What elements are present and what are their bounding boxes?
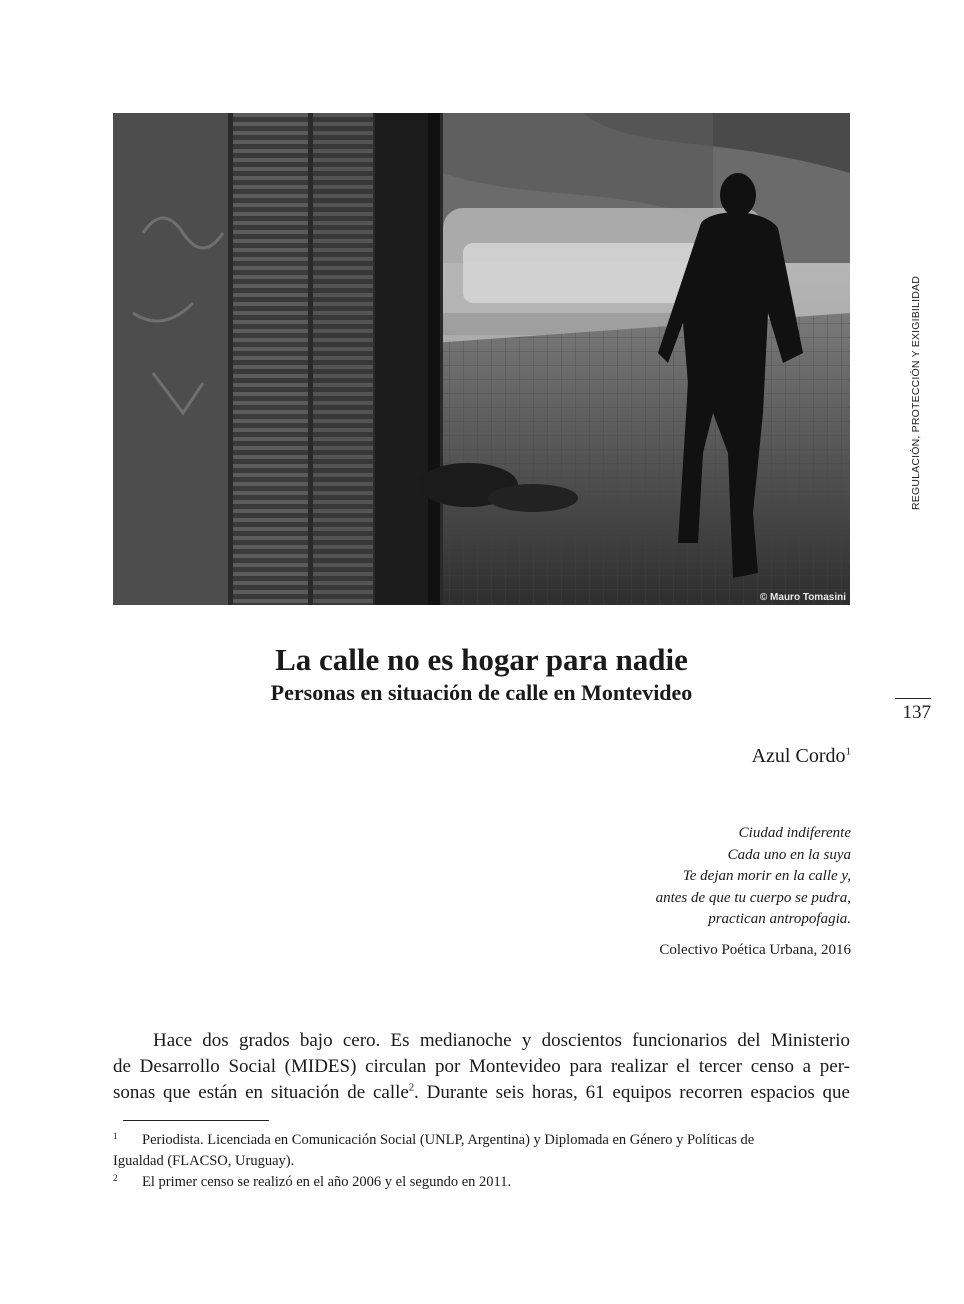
footnote-ref-2[interactable]: 2 xyxy=(408,1082,415,1094)
street-scene-image xyxy=(113,113,850,605)
photo-credit: © Mauro Tomasini xyxy=(759,592,846,603)
section-running-head: REGULACIÓN, PROTECCIÓN Y EXIGIBILIDAD xyxy=(910,276,922,510)
footnote-2 xyxy=(113,1172,850,1193)
body-paragraph xyxy=(113,1028,850,1106)
page-number: 137 xyxy=(895,698,931,724)
epigraph-line: Te dejan morir en la calle y, xyxy=(682,868,851,884)
article-subtitle: Personas en situación de calle en Montevideo xyxy=(270,680,693,705)
footnotes xyxy=(113,1130,850,1193)
footnote-separator xyxy=(123,1120,269,1121)
footnote-text: El primer censo se realizó en el año 2006 y el segundo en 2011. xyxy=(142,1174,512,1190)
footnote-text: Igualdad (FLACSO, Uruguay). xyxy=(113,1153,295,1169)
author-name: Azul Cordo xyxy=(751,745,846,767)
body-line xyxy=(113,1080,850,1106)
epigraph xyxy=(656,823,851,931)
epigraph-source: Colectivo Poética Urbana, 2016 xyxy=(659,942,851,958)
body-text-segment: . Durante seis horas, 61 equipos recorren espacios que xyxy=(414,1082,850,1103)
epigraph-line: Ciudad indiferente xyxy=(738,825,851,841)
body-text-segment: sonas que están en situación de calle xyxy=(113,1082,409,1103)
footnote-ref-1[interactable]: 1 xyxy=(845,745,851,758)
epigraph-line: practican antropofagia. xyxy=(708,911,851,927)
body-line: de Desarrollo Social (MIDES) circulan por Montevideo para realizar el tercer censo a per- xyxy=(113,1056,850,1077)
epigraph-line: antes de que tu cuerpo se pudra, xyxy=(655,889,851,906)
footnote-1 xyxy=(113,1130,850,1172)
author xyxy=(752,745,851,768)
article-title: La calle no es hogar para nadie xyxy=(275,642,688,677)
footnote-number: 2 xyxy=(113,1173,118,1183)
footnote-number: 1 xyxy=(113,1131,118,1141)
epigraph-line: Cada uno en la suya xyxy=(727,846,851,863)
footnote-text: Periodista. Licenciada en Comunicación Social (UNLP, Argentina) y Diplomada en Género y Políticas de xyxy=(142,1132,755,1148)
body-line: Hace dos grados bajo cero. Es medianoche y doscientos funcionarios del Ministerio xyxy=(153,1030,850,1051)
cover-photo xyxy=(113,113,850,605)
